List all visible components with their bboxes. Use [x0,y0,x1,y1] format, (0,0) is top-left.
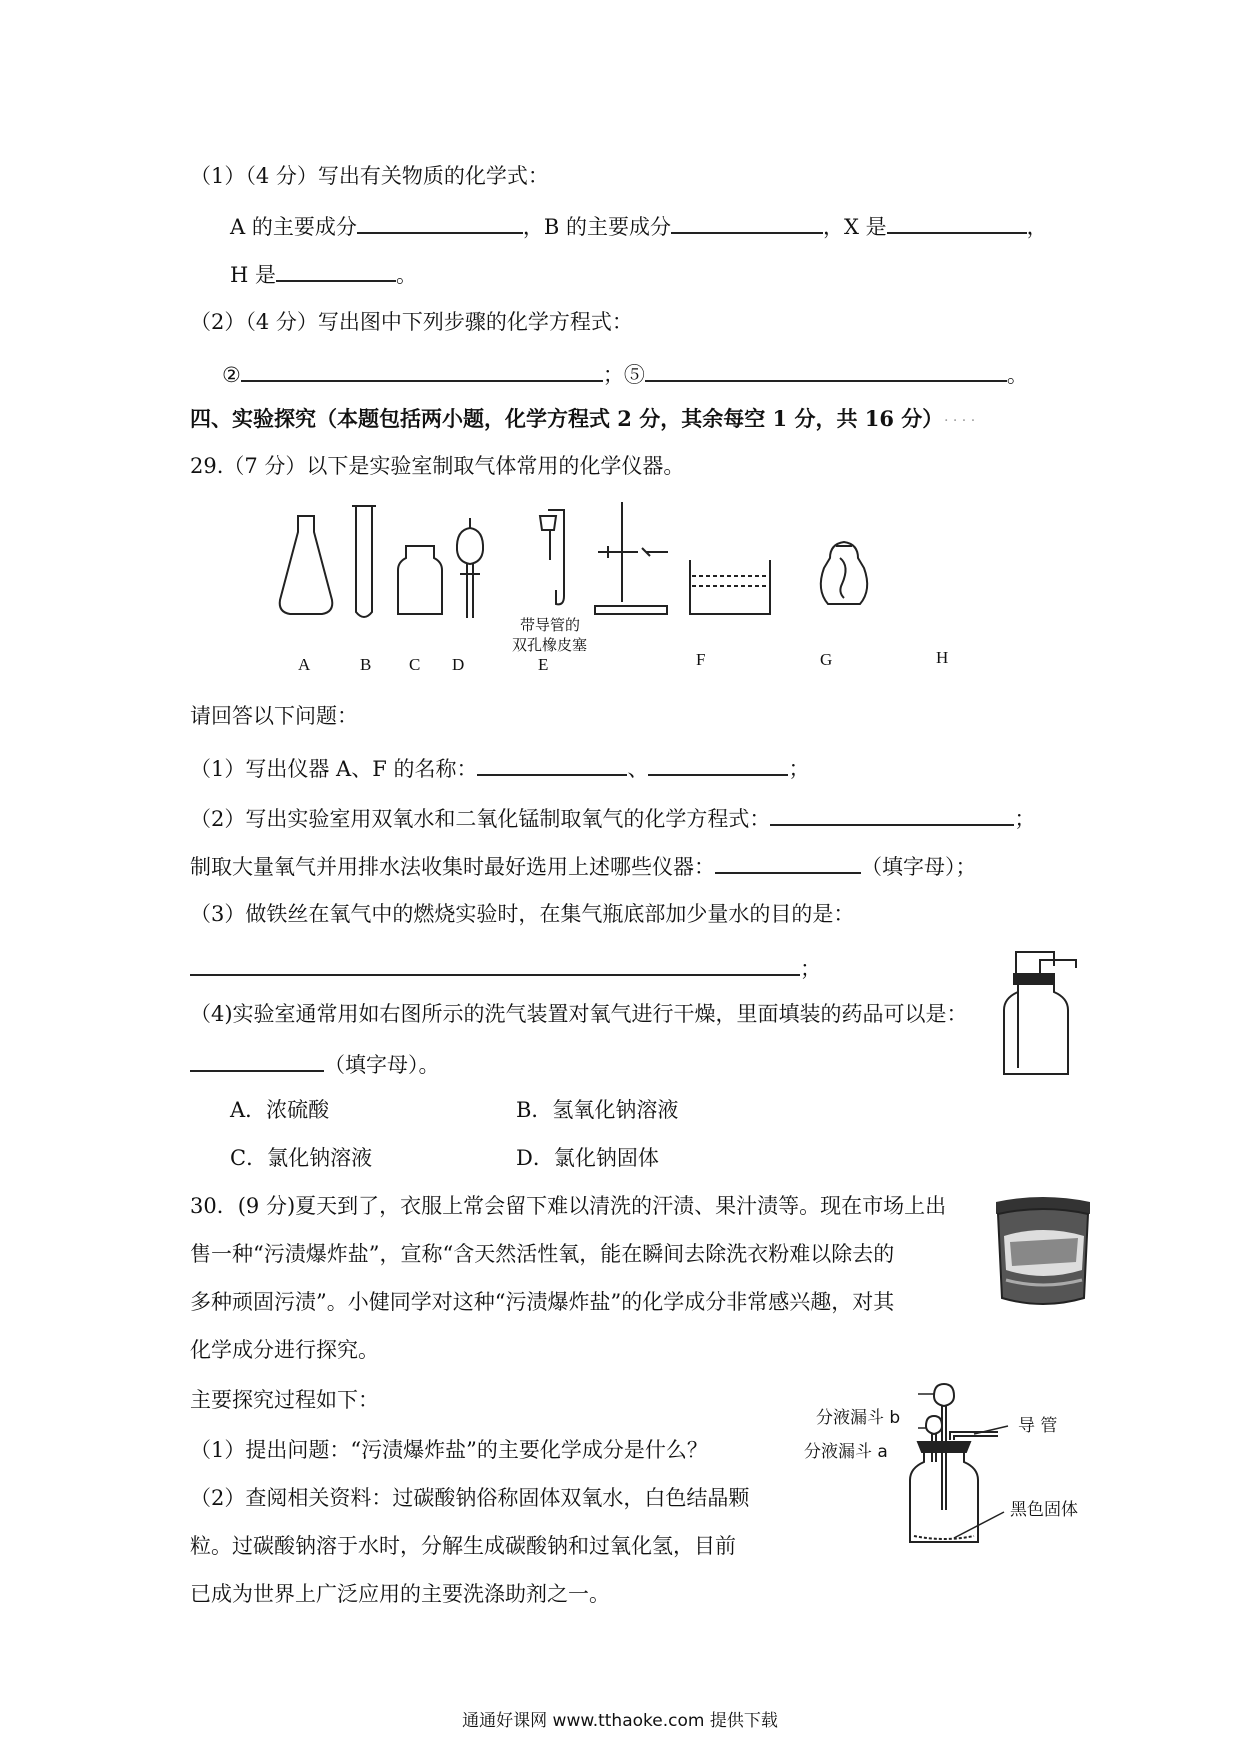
q28-part1-line2 [230,262,417,286]
q30-line-1: 30．(9 分)夏天到了，衣服上常会留下难以清洗的汗渍、果汁渍等。现在市场上出 [190,1194,947,1218]
label-h: H [936,648,949,667]
q28-part2-line [222,362,1028,386]
answer-blank[interactable] [477,756,627,776]
answer-blank[interactable] [190,956,800,976]
test-tube-icon [356,506,372,617]
q28-part1-line1 [230,214,1048,238]
option-a: A．浓硫酸 [230,1098,330,1122]
stopper-icon [540,516,556,530]
punctuation: ； [788,757,810,781]
answer-blank[interactable] [648,756,788,776]
punctuation: 。 [1006,363,1028,387]
answer-blank[interactable] [645,362,1007,382]
label-a: A [298,655,311,674]
q30-line-3: 多种顽固污渍”。小健同学对这种“污渍爆炸盐”的化学成分非常感兴趣，对其 [190,1290,895,1314]
answer-blank[interactable] [671,214,823,234]
label-e: E [538,655,549,674]
product-jar-image [990,1192,1096,1310]
step-2-marker: ② [222,363,241,387]
funnel-a-icon [926,1416,942,1434]
step-5-marker: ；⑤ [602,363,645,387]
option-b: B．氢氧化钠溶液 [516,1098,679,1122]
label-c: C [409,655,421,674]
e-caption-1: 带导管的 [520,616,581,634]
q29-part2b-text: 制取大量氧气并用排水法收集时最好选用上述哪些仪器： [190,855,715,879]
punctuation: （填字母）； [861,855,977,879]
q30-line-7: （2）查阅相关资料：过碳酸钠俗称固体双氧水，白色结晶颗 [190,1486,750,1510]
funnel-b-icon [934,1384,954,1406]
label-b: B [360,655,372,674]
q28-part1-heading: （1）（4 分）写出有关物质的化学式： [190,164,549,188]
q29-part2-text: （2）写出实验室用双氧水和二氧化锰制取氧气的化学方程式： [190,807,771,831]
answer-blank[interactable] [190,1052,324,1072]
gas-bottle-icon [398,546,442,614]
answer-blank[interactable] [887,214,1027,234]
q29-ask: 请回答以下问题： [190,704,358,728]
label-f: F [696,650,706,669]
answer-blank[interactable] [276,262,396,282]
alcohol-lamp-icon [821,542,867,604]
answer-blank[interactable] [770,806,1014,826]
q28-x-label: ，X 是 [822,215,887,239]
e-caption-2: 双孔橡皮塞 [512,636,588,654]
funnel-icon [457,528,483,564]
q29-part3: （3）做铁丝在氧气中的燃烧实验时，在集气瓶底部加少量水的目的是： [190,902,855,926]
dotted-leader: . . . . [944,409,976,425]
gas-washing-bottle-icon [1016,952,1054,974]
label-g: G [820,650,833,669]
q28-b-label: ，B 的主要成分 [522,215,671,239]
option-c: C．氯化钠溶液 [230,1146,373,1170]
option-d: D．氯化钠固体 [516,1146,659,1170]
punctuation: ； [1014,807,1036,831]
q29-part4-answer [190,1052,440,1076]
answer-blank[interactable] [357,214,523,234]
q29-heading: 29.（7 分）以下是实验室制取气体常用的化学仪器。 [190,454,685,478]
q29-part4: （4)实验室通常用如右图所示的洗气装置对氧气进行干燥，里面填装的药品可以是： [190,1002,968,1026]
q29-part3-answer [190,956,821,980]
gas-washing-bottle-figure [996,948,1096,1078]
funnel-b-label: 分液漏斗 b [816,1408,901,1428]
q28-h-label: H 是 [230,263,276,287]
answer-blank[interactable] [715,854,861,874]
punctuation: 。 [396,263,417,287]
bottle-icon [910,1452,978,1542]
q30-line-9: 已成为世界上广泛应用的主要洗涤助剂之一。 [190,1582,610,1606]
answer-blank[interactable] [241,362,603,382]
q28-a-label: A 的主要成分 [230,215,357,239]
label-d: D [452,655,465,674]
q29-part2 [190,806,1035,830]
q30-line-6: （1）提出问题：“污渍爆炸盐”的主要化学成分是什么？ [190,1438,708,1462]
q30-line-4: 化学成分进行探究。 [190,1338,379,1362]
tube-label: 导 管 [1018,1416,1058,1436]
q28-part2-heading: （2）（4 分）写出图中下列步骤的化学方程式： [190,310,633,334]
q29-part2b [190,854,977,878]
q29-part1 [190,756,809,780]
q29-part1-text: （1）写出仪器 A、F 的名称： [190,757,478,781]
funnel-a-label: 分液漏斗 a [804,1442,888,1462]
punctuation: 、 [627,757,649,781]
section-title: 四、实验探究（本题包括两小题，化学方程式 2 分，其余每空 1 分，共 16 分） [190,406,944,431]
conical-flask-icon [280,516,333,614]
q30-line-5: 主要探究过程如下： [190,1388,379,1412]
page-footer: 通通好课网 www.tthaoke.com 提供下载 [462,1711,778,1731]
punctuation: （填字母）。 [324,1053,440,1077]
solid-label: 黑色固体 [1010,1500,1078,1520]
apparatus-figure [904,1382,1034,1552]
q30-line-8: 粒。过碳酸钠溶于水时，分解生成碳酸钠和过氧化氢，目前 [190,1534,736,1558]
q30-line-2: 售一种“污渍爆炸盐”，宣称“含天然活性氧，能在瞬间去除洗衣粉难以除去的 [190,1242,895,1266]
punctuation: ， [1026,215,1048,239]
punctuation: ； [800,957,821,981]
